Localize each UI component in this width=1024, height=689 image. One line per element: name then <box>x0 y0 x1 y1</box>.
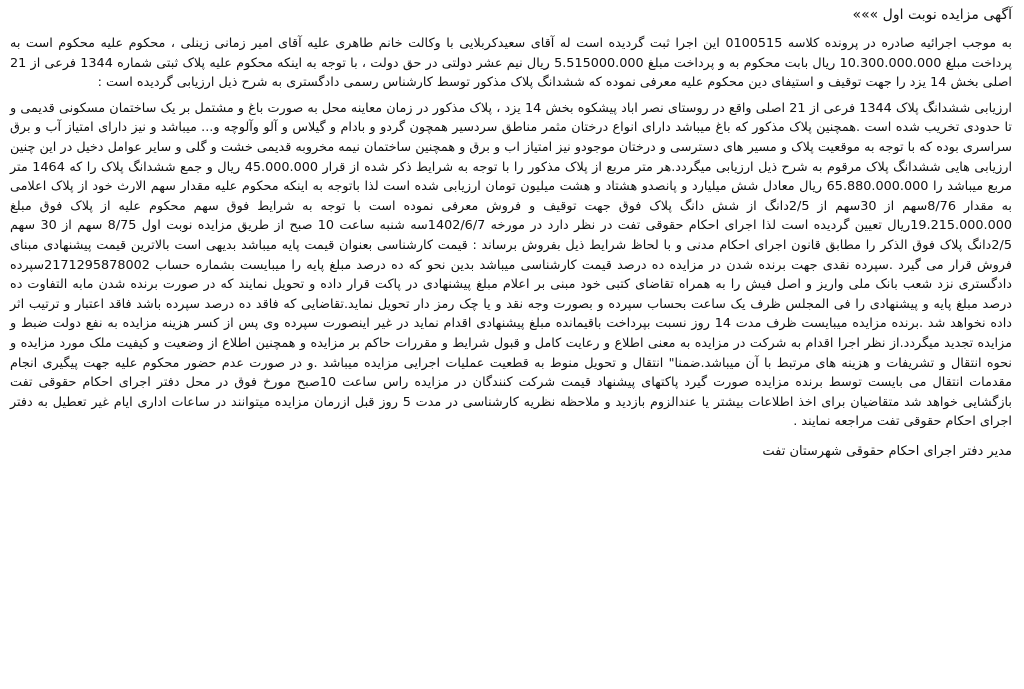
notice-title: آگهی مزایده نوبت اول »»» <box>852 7 1012 23</box>
auction-notice <box>10 4 1012 462</box>
signature-line: مدیر دفتر اجرای احکام حقوقی شهرستان تفت <box>762 443 1012 459</box>
appraisal-paragraph: ارزیابی ششدانگ پلاک 1344 فرعی از 21 اصلی واقع در روستای نصر اباد پیشکوه بخش 14 یزد ، پلاک مذکور در زمان معاینه محل به صورت باغ و مشتمل بر یک ساختمان مسکونی قدیمی و تا حدودی تخریب شده است .همچنین پلاک مذکور که باغ میباشد دارای انواع درختان مثمر مناطق سردسیر همچون گردو و بادام و گیلاس و آلو وآلوچه و... میباشد و نیز دارای امتیاز آب و برق سراسری بوده که با توجه به موقعیت پلاک و مسیر های دسترسی و درختان موجودو نیز امتیاز اب و برق و همچنین ساختمان نیمه مخروبه قدیمی خشت و گلی و سایر عوامل دخیل در این چنین ارزیابی هایی ششدانگ پلاک مرقوم به شرح ذیل ارزیابی میگردد.هر متر مربع از پلاک مذکور را با توجه به شرایط ذکر شده از قرار 45.000.000 ریال و جمع ششدانگ پلاک را که 1464 متر مربع میباشد را 65.880.000.000 ریال معادل شش میلیارد و پانصدو هشتاد و هشت میلیون تومان ارزیابی شده است لذا باتوجه به اینکه محکوم علیه مقدار سهم الارث خود از پلاک اعلامی به مقدار 8/76سهم از 30سهم از 2/5دانگ از شش دانگ پلاک فوق جهت توقیف و فروش معرفی نموده است با توجه به شرایط فوق سهم محکوم علیه از پلاک فوق مبلغ 19.215.000.000ریال تعیین گردیده است لذا اجرای احکام حقوقی تفت در نظر دارد در مورخه 1402/6/7سه شنبه ساعت 10 صبح از طریق مزایده نوبت اول 8/75 سهم از 30 سهم 2/5دانگ پلاک فوق الذکر را مطابق قانون اجرای احکام مدنی و با لحاظ شرایط ذیل بفروش برساند : قیمت کارشناسی بعنوان قیمت پایه میباشد بدیهی است بالاترین قیمت پیشنهادی مبنای فروش قرار می گیرد .سپرده نقدی جهت برنده شدن در مزایده ده درصد قیمت کارشناسی میباشد بدین نحو که ده درصد مبلغ پایه را میبایست بشماره حساب 2171295878002سپرده دادگستری نزد شعب بانک ملی واریز و اصل فیش را به همراه تقاضای کتبی خود مبنی بر اعلام مبلغ پیشنهادی در پاکت قرار داده و تحویل نمایند که در صورت برنده شدن مابه التفاوت ده درصد مبلغ پایه و پیشنهادی را فی المجلس ظرف یک ساعت بحساب سپرده و بصورت وجه نقد و یا چک رمز دار تحویل نماید.تقاضایی که فاقد ده درصد سپرده باشد فاقد اعتبار و ترتیب اثر داده نخواهد شد .برنده مزایده میبایست ظرف مدت 14 روز نسبت بپرداخت باقیمانده مبلغ پیشنهادی اقدام نماید در غیر اینصورت سپرده وی پس از کسر هزینه مزایده به نفع دولت ضبط و مزایده تجدید میگردد.از نظر اجرا اقدام به شرکت در مزایده به معنی اطلاع و رعایت کامل و قبول شرایط و مقررات حاکم بر مزایده و همچنین اطلاع از وضعیت و کیفیت ملک مورد مزایده و نحوه انتقال و تشریفات و هزینه های مرتبط با آن میباشد.ضمنا" انتقال و تحویل منوط به قطعیت عملیات اجرایی مزایده میباشد .و در صورت عدم حضور محکوم علیه جهت پیگیری انجام مقدمات انتقال می بایست توسط برنده مزایده صورت گیرد پاکتهای پیشنهاد قیمت شرکت کنندگان در مزایده راس ساعت 10صبح مورخ فوق در محل دفتر اجرای احکام حقوقی تفت بازگشایی خواهد شد متقاضیان برای اخذ اطلاعات بیشتر یا عندالزوم بازدید و ملاحظه نظریه کارشناسی در مدت 5 روز قبل ازرمان مزایده میتوانند در ساعات اداری ایام غیر تعطیل به دفتر اجرای احکام حقوقی تفت مراجعه نمایند . <box>10 100 1013 430</box>
intro-paragraph: به موجب اجرائیه صادره در پرونده کلاسه 0100515 این اجرا ثبت گردیده است له آقای سعیدکربلایی با وکالت خانم طاهری علیه آقای امیر زمانی زینلی ، محکوم علیه محکوم است به پرداخت مبلغ 10.300.000.000 ریال بابت محکوم به و پرداخت مبلغ 5.515000.000 ریال نیم عشر دولتی در حق دولت ، با توجه به اینکه محکوم علیه پلاک ثبتی شماره 1344 فرعی از 21 اصلی بخش 14 یزد را جهت توقیف و استیفای دین محکوم علیه معرفی نموده که ششدانگ پلاک مذکور توسط کارشناس رسمی دادگستری به شرح ذیل ارزیابی گردیده است : <box>10 36 1012 91</box>
